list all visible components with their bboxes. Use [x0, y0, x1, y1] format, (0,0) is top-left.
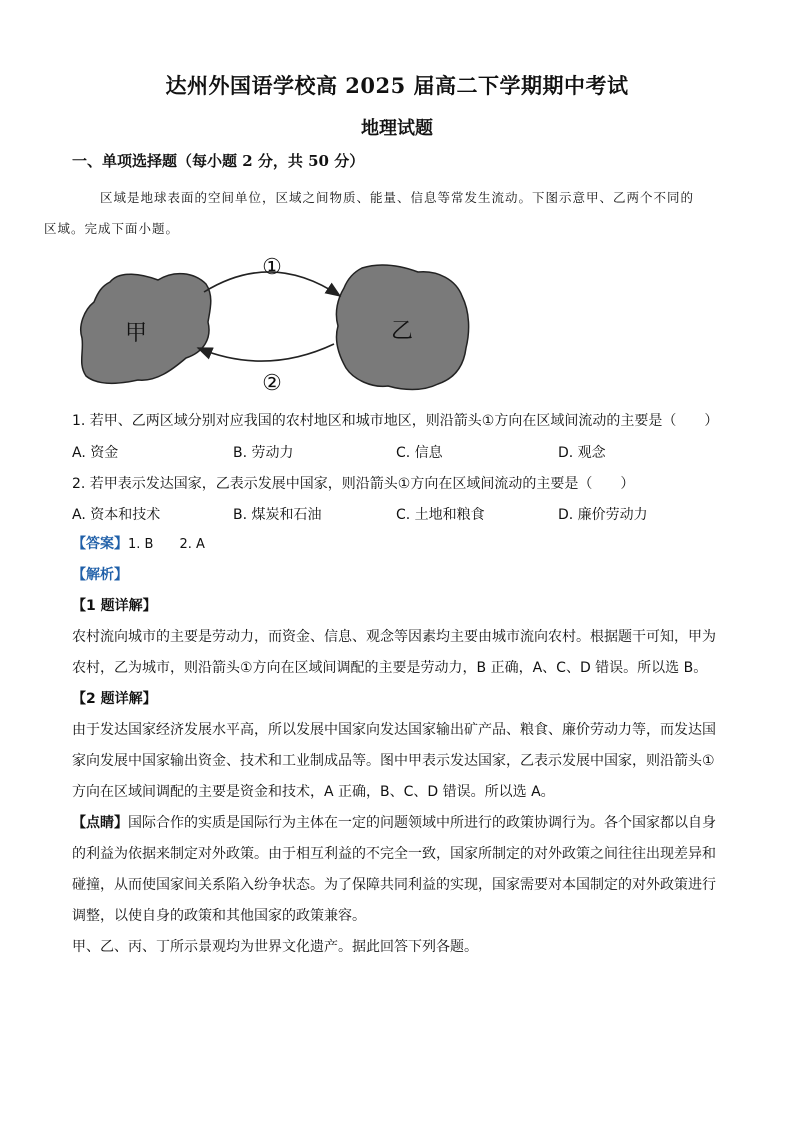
q2-option-b[interactable]: B. 煤炭和石油	[233, 507, 322, 523]
intro-line-1: 区域是地球表面的空间单位，区域之间物质、能量、信息等常发生流动。下图示意甲、乙两个不同的	[100, 190, 695, 205]
detail-1-label: 【1 题详解】	[72, 598, 157, 614]
detail-1-line-1: 农村流向城市的主要是劳动力，而资金、信息、观念等因素均主要由城市流向农村。根据题干可知，甲为	[72, 629, 716, 645]
arrow-1-label: ①	[262, 255, 282, 280]
q1-option-a[interactable]: A. 资金	[72, 445, 119, 461]
intro-line-2: 区域。完成下面小题。	[44, 221, 180, 236]
q1-option-d[interactable]: D. 观念	[558, 445, 606, 461]
detail-2-line-1: 由于发达国家经济发展水平高，所以发展中国家向发达国家输出矿产品、粮食、廉价劳动力等，而发达国	[72, 722, 716, 738]
note-line-4: 调整，以使自身的政策和其他国家的政策兼容。	[72, 908, 366, 924]
q2-option-c[interactable]: C. 土地和粮食	[396, 507, 485, 523]
question-2-stem: 2. 若甲表示发达国家，乙表示发展中国家，则沿箭头①方向在区域间流动的主要是（ ）	[72, 476, 635, 492]
detail-1-text	[72, 622, 722, 684]
note-block	[72, 808, 722, 932]
region-b-label: 乙	[390, 319, 414, 344]
note-line-3: 碰撞，从而使国家间关系陷入纷争状态。为了保障共同利益的实现，国家需要对本国制定的对外政策进行	[72, 877, 716, 893]
detail-2-label: 【2 题详解】	[72, 691, 157, 707]
detail-1-line-2: 农村，乙为城市，则沿箭头①方向在区域间调配的主要是劳动力，B 正确，A、C、D 错误。所以选 B。	[72, 660, 708, 676]
q2-option-d[interactable]: D. 廉价劳动力	[558, 507, 648, 523]
q1-option-b[interactable]: B. 劳动力	[233, 445, 294, 461]
question-intro	[44, 182, 722, 244]
q2-option-a[interactable]: A. 资本和技术	[72, 507, 161, 523]
section-heading: 一、单项选择题（每小题 2 分，共 50 分）	[72, 152, 365, 170]
answer-value: 1. B 2. A	[128, 537, 205, 552]
exam-title: 达州外国语学校高 2025 届高二下学期期中考试	[165, 73, 629, 98]
detail-2-line-3: 方向在区域间调配的主要是资金和技术，A 正确，B、C、D 错误。所以选 A。	[72, 784, 555, 800]
next-question-intro: 甲、乙、丙、丁所示景观均为世界文化遗产。据此回答下列各题。	[72, 939, 478, 955]
note-line-2: 的利益为依据来制定对外政策。由于相互利益的不完全一致，国家所制定的对外政策之间往往出现差异和	[72, 846, 716, 862]
exam-subject: 地理试题	[361, 118, 433, 139]
question-1-stem: 1. 若甲、乙两区域分别对应我国的农村地区和城市地区，则沿箭头①方向在区域间流动的主要是（ ）	[72, 413, 719, 429]
arrow-2	[198, 344, 334, 361]
note-line-1: 国际合作的实质是国际行为主体在一定的问题领域中所进行的政策协调行为。各个国家都以自身	[128, 815, 716, 831]
arrow-2-label: ②	[262, 371, 282, 396]
answer-line	[72, 529, 722, 560]
region-a-label: 甲	[124, 321, 148, 346]
analysis-label: 【解析】	[72, 567, 128, 583]
note-label: 【点睛】	[72, 815, 128, 831]
detail-2-line-2: 家向发展中国家输出资金、技术和工业制成品等。图中甲表示发达国家，乙表示发展中国家，则沿箭头①	[72, 753, 715, 769]
answer-label: 【答案】	[72, 536, 128, 552]
region-flow-diagram	[72, 240, 492, 400]
q1-option-c[interactable]: C. 信息	[396, 445, 443, 461]
detail-2-text	[72, 715, 722, 808]
